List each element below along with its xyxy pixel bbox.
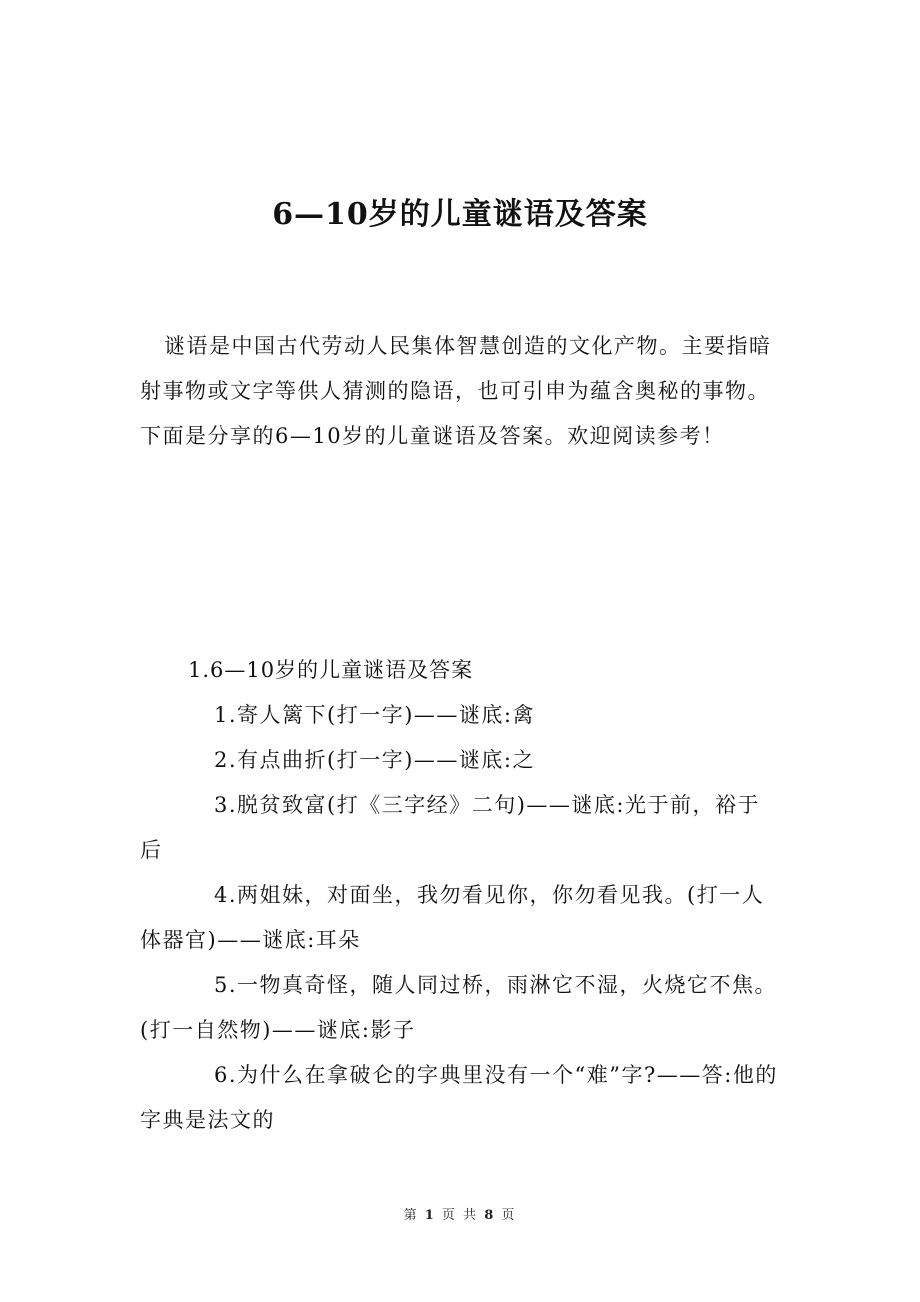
intro-paragraph: 谜语是中国古代劳动人民集体智慧创造的文化产物。主要指暗射事物或文字等供人猜测的隐语，也可引申为蕴含奥秘的事物。下面是分享的6—10岁的儿童谜语及答案。欢迎阅读参考！ (140, 334, 772, 448)
riddle-item-2: 2.有点曲折(打一字)——谜底:之 (214, 748, 535, 772)
riddle-item-6: 6.为什么在拿破仑的字典里没有一个“难”字?——答:他的字典是法文的 (140, 1063, 778, 1132)
riddle-item-5: 5.一物真奇怪，随人同过桥，雨淋它不湿，火烧它不焦。(打一自然物)——谜底:影子 (140, 973, 778, 1042)
footer-middle: 页 共 (441, 1208, 479, 1223)
riddle-item-1: 1.寄人篱下(打一字)——谜底:禽 (214, 703, 535, 727)
document-title: 6—10岁的儿童谜语及答案 (272, 197, 648, 232)
page-footer (0, 1206, 920, 1226)
footer-total-pages: 8 (484, 1208, 496, 1223)
footer-prefix: 第 (403, 1208, 419, 1223)
section-heading: 1.6—10岁的儿童谜语及答案 (188, 658, 474, 682)
riddle-item-4: 4.两姐妹，对面坐，我勿看见你，你勿看见我。(打一人体器官)——谜底:耳朵 (140, 883, 765, 952)
footer-current-page: 1 (424, 1208, 436, 1223)
riddle-item-3: 3.脱贫致富(打《三字经》二句)——谜底:光于前，裕于后 (140, 793, 760, 862)
riddle-section (140, 648, 780, 1143)
footer-suffix: 页 (501, 1208, 517, 1223)
